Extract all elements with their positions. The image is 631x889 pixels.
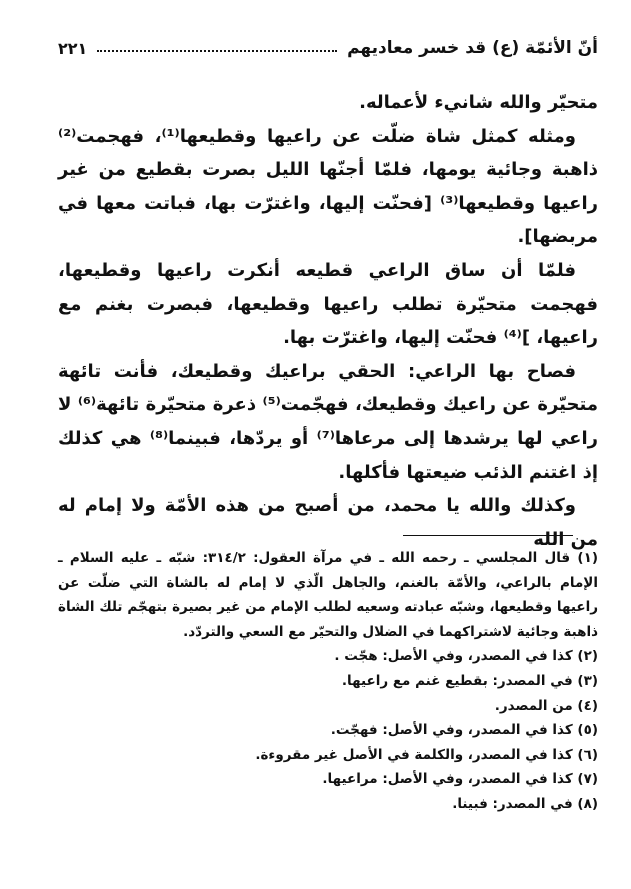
paragraph-4: فصاح بها الراعي: الحقي براعيك وقطيعك، فأنت تائهة متحيّرة عن راعيك وقطيعك، فهجّمت⁽⁵⁾ ذعرة متحيّرة تائهة⁽⁶⁾ لا راعي لها يرشدها إلى مرعاها⁽⁷⁾ أو يردّها، فبينما⁽⁸⁾ هي كذلك إذ اغتنم الذئب ضيعتها فأكلها. [58,360,598,483]
footnote-4: (٤) من المصدر. [494,697,598,714]
page-number: ٢٢١ [58,38,88,58]
footnote-separator [403,535,573,536]
footnote-2: (٢) كذا في المصدر، وفي الأصل: هجّت . [334,648,598,665]
paragraph-5: وكذلك والله يا محمد، من أصبح من هذه الأمّة ولا إمام له من الله [58,495,598,550]
running-header [58,33,598,63]
footnote-8: (٨) في المصدر: فبينا. [452,795,598,812]
paragraph-3: فلمّا أن ساق الراعي قطيعه أنكرت راعيها وقطيعها، فهجمت متحيّرة تطلب راعيها وقطيعها، فبصرت بغنم مع راعيها، ]⁽⁴⁾ فحنّت إليها، واغترّت بها. [58,259,598,349]
footnote-3: (٣) في المصدر: بقطيع غنم مع راعيها. [341,672,598,689]
paragraph-1: متحيّر والله شانيء لأعماله. [359,92,598,113]
footnote-6: (٦) كذا في المصدر، والكلمة في الأصل غير مقروءة. [255,746,598,763]
paragraph-2: ومثله كمثل شاة ضلّت عن راعيها وقطيعها⁽¹⁾، فهجمت⁽²⁾ ذاهبة وجائية يومها، فلمّا أجنّها الليل بصرت بقطيع من غير راعيها وقطيعها⁽³⁾ [فحنّت إليها، واغترّت بها، فباتت معها في مربضها]. [58,125,598,248]
footnotes [58,546,598,817]
main-text [58,86,598,556]
footnote-5: (٥) كذا في المصدر، وفي الأصل: فهجّت. [330,722,598,739]
header-leader-dots [97,50,337,52]
footnote-1: (١) قال المجلسي ـ رحمه الله ـ في مرآة العقول: ٣١٤/٢: شبّه ـ عليه السلام ـ الإمام بالراعي، والأمّة بالغنم، والجاهل الّذي لا إمام له بالشاة التي ضلّت عن راعيها وقطيعها، وشبّه عبادته وسعيه لطلب الإمام من غير بصيرة بتهجّم تلك الشاة ذاهبة وجائية لاشتراكهما في الضلال والتحيّر مع السعي والتردّد. [58,550,599,640]
header-title: أنّ الأئمّة (ع) قد خسر معاديهم [347,38,598,58]
footnote-7: (٧) كذا في المصدر، وفي الأصل: مراعيها. [322,771,598,788]
